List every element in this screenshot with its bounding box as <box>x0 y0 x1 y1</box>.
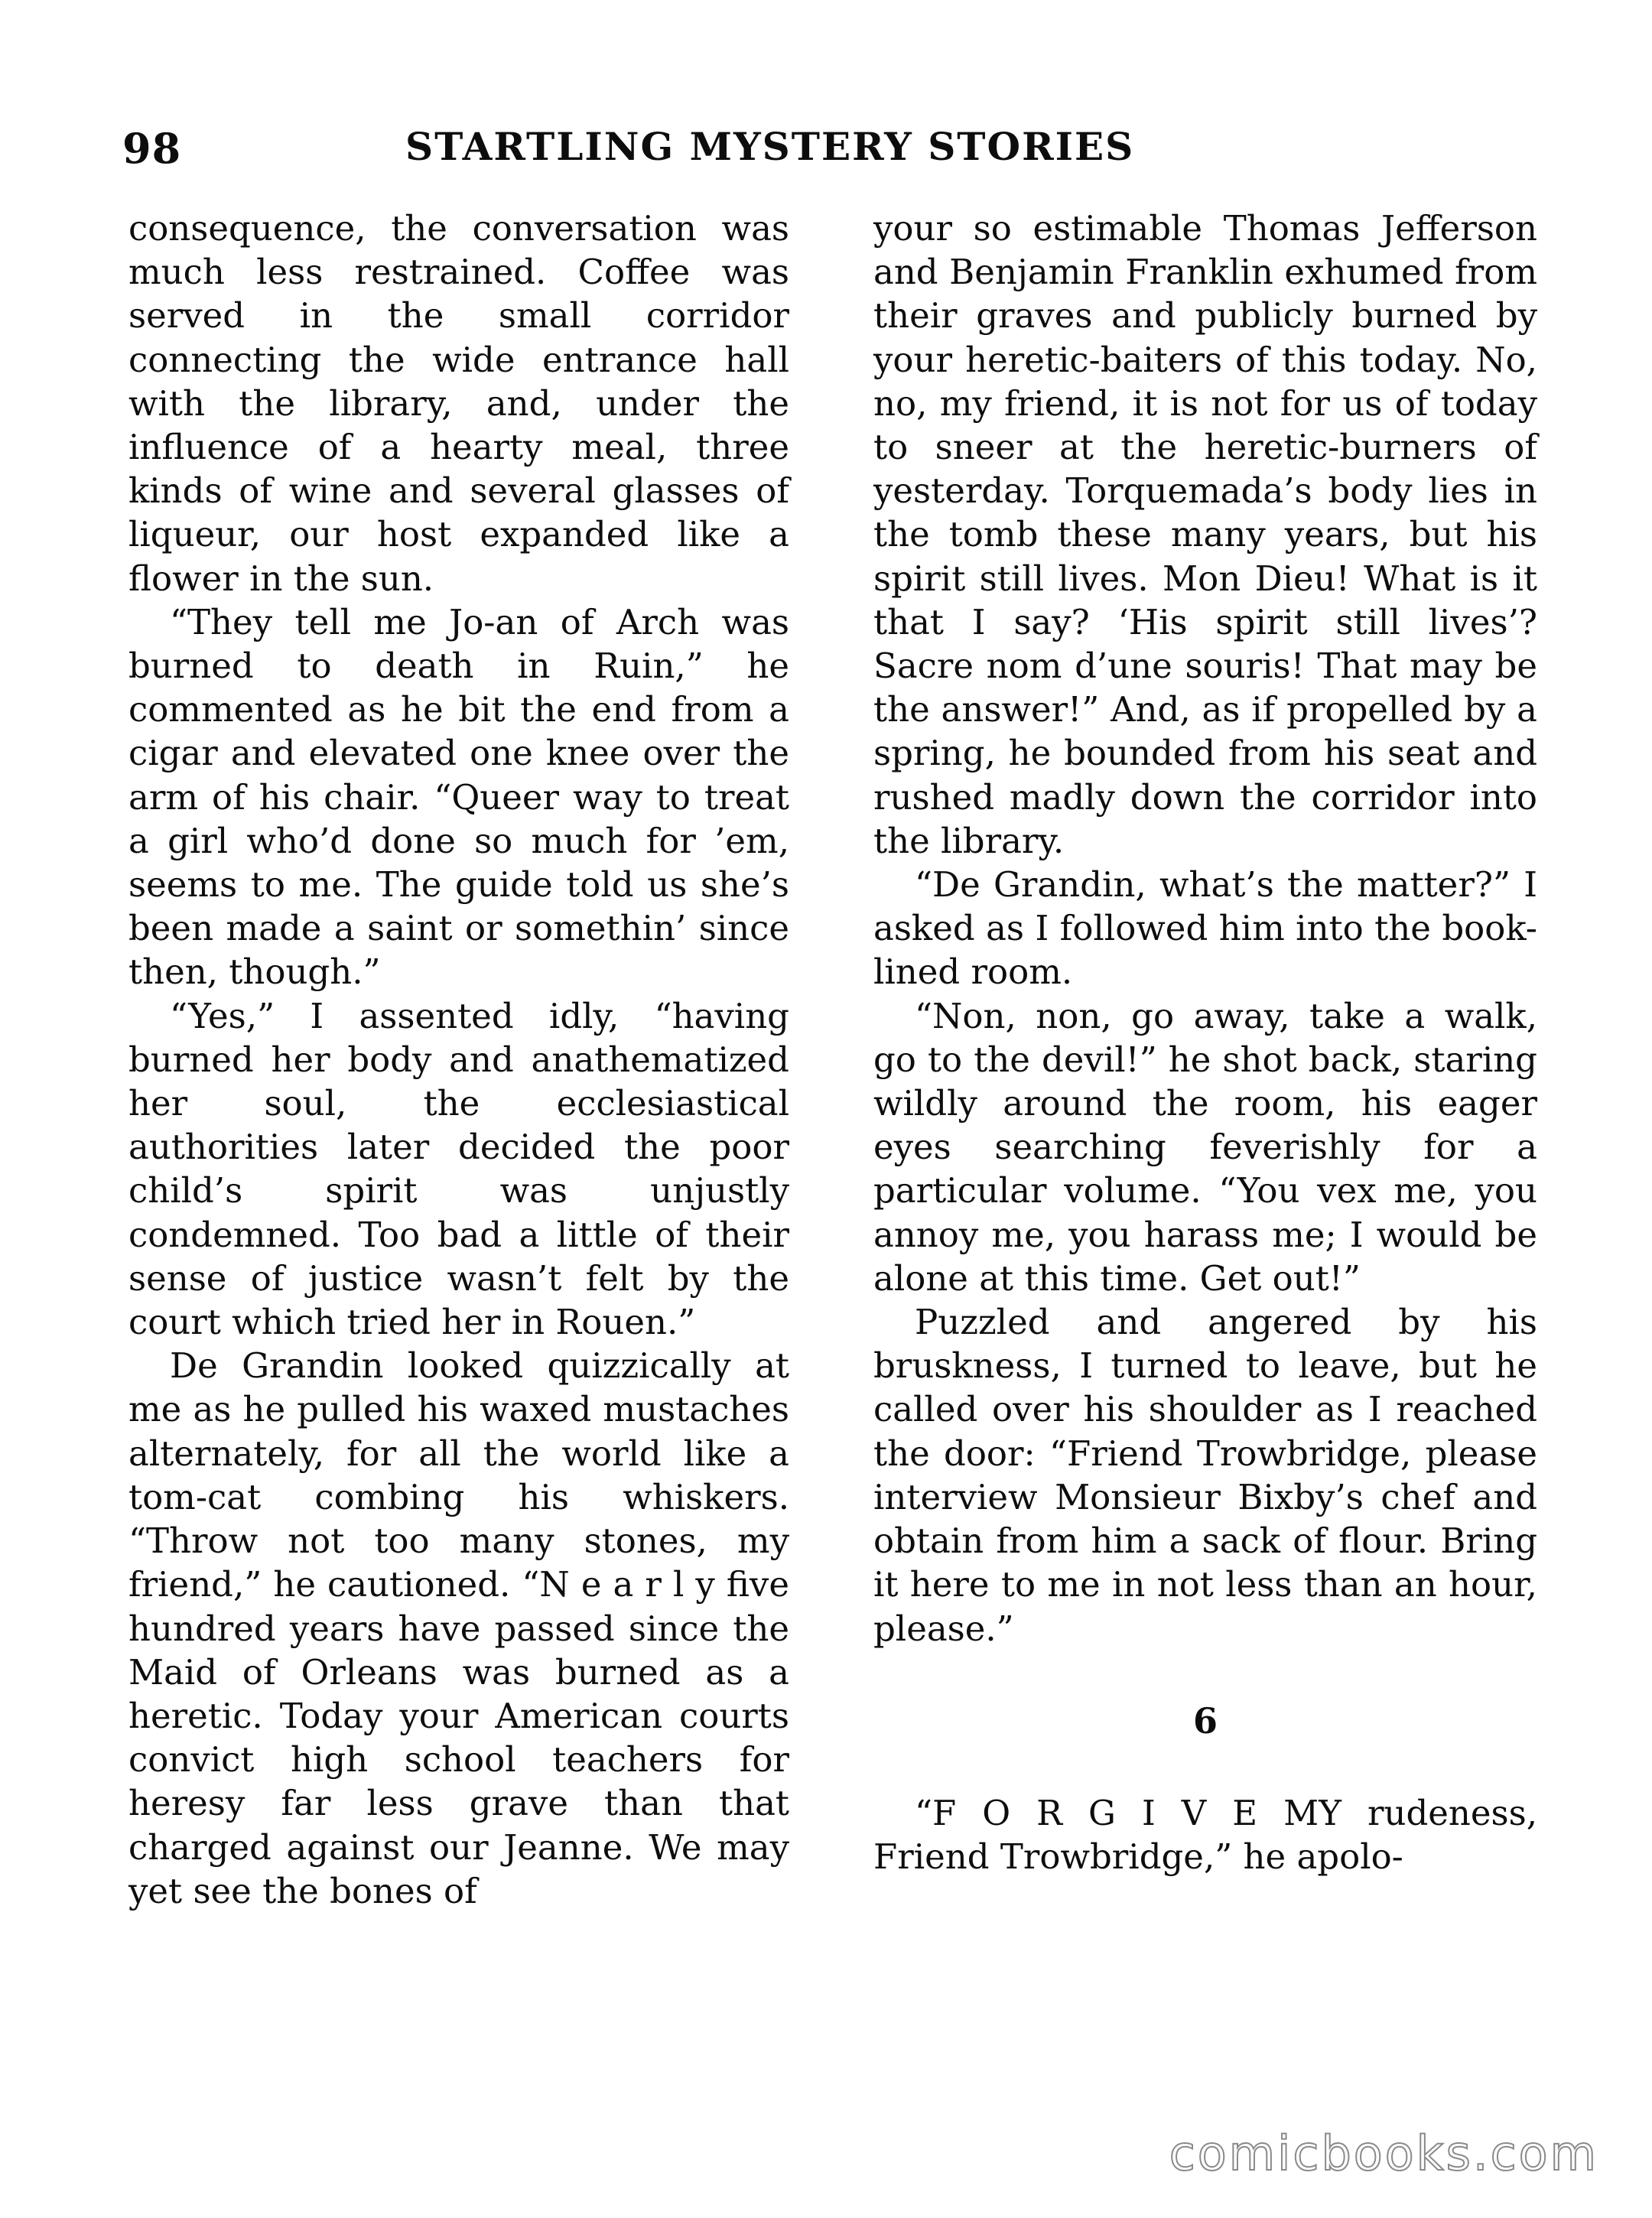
paragraph: Puzzled and angered by his bruskness, I turned to leave, but he called over his shoulder as I reached the door: “Friend Trowbridge, please interview Monsieur Bixby’s chef and obtain from him a sack of flour. Bring it here to me in not less than an hour, please.” <box>873 1302 1537 1649</box>
page-number: 98 <box>122 124 182 173</box>
page-header <box>122 124 1553 177</box>
watermark-logo: comicbooks.com <box>1169 2125 1598 2181</box>
paragraph: “F O R G I V E MY rudeness, Friend Trowbridge,” he apolo- <box>873 1792 1537 1877</box>
right-column <box>873 207 1537 1878</box>
paragraph: “De Grandin, what’s the matter?” I asked as I followed him into the book-lined room. <box>873 864 1537 993</box>
section-number: 6 <box>1192 1699 1218 1742</box>
paragraph: consequence, the conversation was much less restrained. Coffee was served in the small corridor connecting the wide entrance hall with the library, and, under the influence of a hearty meal, three kinds of wine and several glasses of liqueur, our host expanded like a flower in the sun. <box>128 208 789 599</box>
paragraph: “Yes,” I assented idly, “having burned her body and anathematized her soul, the ecclesiastical authorities later decided the poor child’s spirit was unjustly condemned. Too bad a little of their sense of justice wasn’t felt by the court which tried her in Rouen.” <box>128 995 789 1343</box>
left-column <box>128 207 789 1913</box>
paragraph: your so estimable Thomas Jefferson and Benjamin Franklin exhumed from their graves and publicly burned by your heretic-baiters of this today. No, no, my friend, it is not for us of today to sneer at the heretic-burners of yesterday. Torquemada’s body lies in the tomb these many years, but his spirit still lives. Mon Dieu! What is it that I say? ‘His spirit still lives’? Sacre nom d’une souris! That may be the answer!” And, as if propelled by a spring, he bounded from his seat and rushed madly down the corridor into the library. <box>873 208 1537 861</box>
paragraph: “They tell me Jo-an of Arch was burned to death in Ruin,” he commented as he bit the end from a cigar and elevated one knee over the arm of his chair. “Queer way to treat a girl who’d done so much for ’em, seems to me. The guide told us she’s been made a saint or somethin’ since then, though.” <box>128 601 789 993</box>
paragraph: De Grandin looked quizzically at me as he pulled his waxed mustaches alternately, for all the world like a tom-cat combing his whiskers. “Throw not too many stones, my friend,” he cautioned. “N e a r l y five hundred years have passed since the Maid of Orleans was burned as a heretic. Today your American courts convict high school teachers for heresy far less grave than that charged against our Jeanne. We may yet see the bones of <box>128 1345 789 1911</box>
paragraph: “Non, non, go away, take a walk, go to the devil!” he shot back, staring wildly around the room, his eager eyes searching feverishly for a particular volume. “You vex me, you annoy me, you harass me; I would be alone at this time. Get out!” <box>873 995 1537 1299</box>
running-title: STARTLING MYSTERY STORIES <box>405 124 1135 169</box>
